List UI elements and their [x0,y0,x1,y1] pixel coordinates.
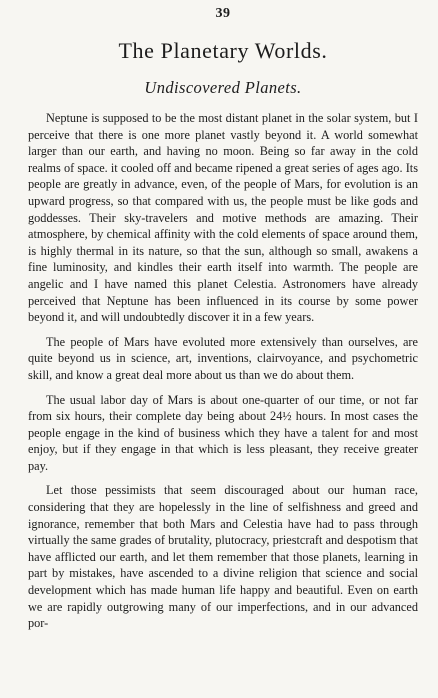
page-number: 39 [215,6,231,21]
section-subtitle: Undiscovered Planets. [144,78,302,97]
paragraph-mars-labor-day: The usual labor day of Mars is about one-quarter of our time, or not far from six hours, their complete day being about 24½ hours. In most cases the people engage in the kind of business which they have a talent for and most enjoy, but if they engage in that which is less pleasant, they receive greater pay. [28,392,418,473]
paragraph-pessimists: Let those pessimists that seem discouraged about our human race, considering that they are hopelessly in the line of selfishness and greed and ignorance, remember that both Mars and Celestia have had to pass through virtually the same grades of brutality, plutocracy, priestcraft and despotism that have afflicted our earth, and let them remember that those planets, learning in part by mistakes, have ascended to a divine religion that science and social development which has made human life happy and beautiful. Even on earth we are rapidly outgrowing many of our imperfections, and in our advanced por- [28,483,418,631]
paragraph-neptune-celestia: Neptune is supposed to be the most distant planet in the solar system, but I perceive that there is one more planet vastly beyond it. A world somewhat larger than our earth, and having no moon. Being so far away in the cold realms of space. it cooled off and became ripened a great series of ages ago. Its people are greatly in advance, even, of the people of Mars, for evolution is an upward progress, so that compared with us, the people must be like gods and goddesses. Their sky-travelers and motive methods are amazing. Their atmosphere, by chemical affinity with the cold elements of space around them, is highly thermal in its nature, so that the sun, although so small, awakens a fine luminosity, and kindles their earth itself into warmth. The people are angelic and I have named this planet Celestia. Astronomers have already perceived that Neptune has been influenced in its course by some power beyond it, and will undoubtedly discover it in a few years. [28,111,418,325]
page-title: The Planetary Worlds. [118,38,328,63]
paragraph-mars-people: The people of Mars have evoluted more extensively than ourselves, are quite beyond us in science, art, inventions, clairvoyance, and psychometric skill, and know a great deal more about us than we do about them. [28,334,418,382]
body-text [28,110,418,632]
